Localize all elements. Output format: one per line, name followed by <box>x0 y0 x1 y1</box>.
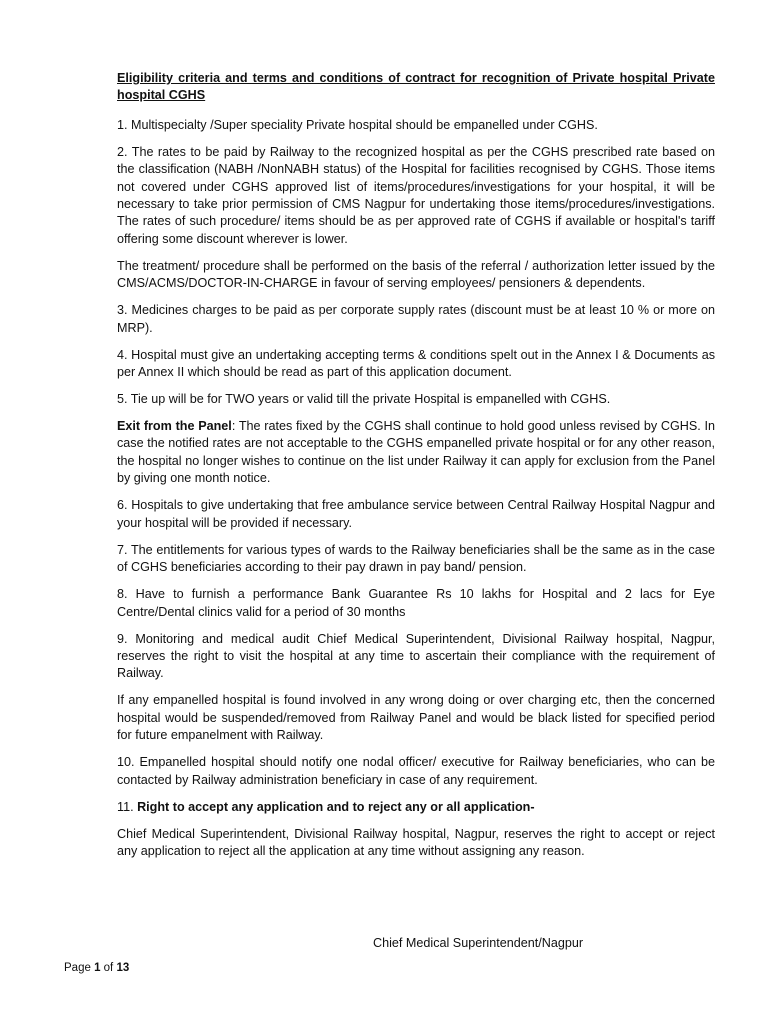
page-footer <box>64 961 129 975</box>
page-label: Page <box>64 962 95 974</box>
clause-4: 4. Hospital must give an undertaking accepting terms & conditions spelt out in the Annex I & Documents as per Annex II which should be read as part of this application document. <box>117 347 715 380</box>
total-page-count: 13 <box>116 962 130 974</box>
clause-11 <box>117 799 715 816</box>
document-body <box>117 70 715 870</box>
document-title: Eligibility criteria and terms and conditions of contract for recognition of Private hospital Private hospital CGHS <box>117 71 715 103</box>
signature-line: Chief Medical Superintendent/Nagpur <box>373 936 584 950</box>
clause-11-number: 11. <box>117 799 138 814</box>
of-label: of <box>100 962 117 974</box>
clause-8: 8. Have to furnish a performance Bank Guarantee Rs 10 lakhs for Hospital and 2 lacs for Eye Centre/Dental clinics valid for a period of 30 months <box>117 587 715 619</box>
treatment-paragraph: The treatment/ procedure shall be performed on the basis of the referral / authorization letter issued by the CMS/ACMS/DOCTOR-IN-CHARGE in favour of serving employees/ pensioners & dependents. <box>117 258 715 291</box>
clause-5: 5. Tie up will be for TWO years or valid till the private Hospital is empanelled with CGHS. <box>117 392 611 407</box>
current-page-number: 1 <box>94 962 101 974</box>
clause-2: 2. The rates to be paid by Railway to the recognized hospital as per the CGHS prescribed rate based on the classification (NABH /NonNABH status) of the Hospital for facilities recognised by CGHS. Those items not covered under CGHS approved list of items/procedures/investigations for your hospital, it will be necessary to take prior permission of CMS Nagpur for undertaking those items/procedures/investigations. The rates of such procedure/ items should be as per approved rate of CGHS if available or hospital's tariff offering some discount wherever is lower. <box>117 144 715 246</box>
clause-3: 3. Medicines charges to be paid as per corporate supply rates (discount must be at least 10 % or more on MRP). <box>117 303 715 335</box>
exit-from-panel-paragraph <box>117 418 715 488</box>
clause-10: 10. Empanelled hospital should notify one nodal officer/ executive for Railway beneficiaries, who can be contacted by Railway administration beneficiary in case of any requirement. <box>117 755 715 787</box>
clause-7: 7. The entitlements for various types of wards to the Railway beneficiaries shall be the same as in the case of CGHS beneficiaries according to their pay drawn in pay band/ pension. <box>117 542 715 575</box>
clause-11-heading: Right to accept any application and to reject any or all application- <box>137 799 535 814</box>
clause-9: 9. Monitoring and medical audit Chief Medical Superintendent, Divisional Railway hospital, Nagpur, reserves the right to visit the hospital at any time to ascertain their compliance with the requirement of Railway. <box>117 631 715 681</box>
wrongdoing-paragraph: If any empanelled hospital is found involved in any wrong doing or over charging etc, then the concerned hospital would be suspended/removed from Railway Panel and would be black listed for specified period for future empanelment with Railway. <box>117 693 715 743</box>
clause-6: 6. Hospitals to give undertaking that free ambulance service between Central Railway Hospital Nagpur and your hospital will be provided if necessary. <box>117 498 715 530</box>
exit-from-panel-text: : The rates fixed by the CGHS shall continue to hold good unless revised by CGHS. In case the notified rates are not acceptable to the CGHS empanelled private hospital or for any other reason, the hospital no longer wishes to continue on the list under Railway it can apply for exclusion from the Panel by giving one month notice. <box>117 419 715 486</box>
reserves-right-paragraph: Chief Medical Superintendent, Divisional Railway hospital, Nagpur, reserves the right to accept or reject any application to reject all the application at any time without assigning any reason. <box>117 826 715 858</box>
exit-from-panel-label: Exit from the Panel <box>117 419 232 434</box>
clause-1: 1. Multispecialty /Super speciality Private hospital should be empanelled under CGHS. <box>117 117 598 132</box>
